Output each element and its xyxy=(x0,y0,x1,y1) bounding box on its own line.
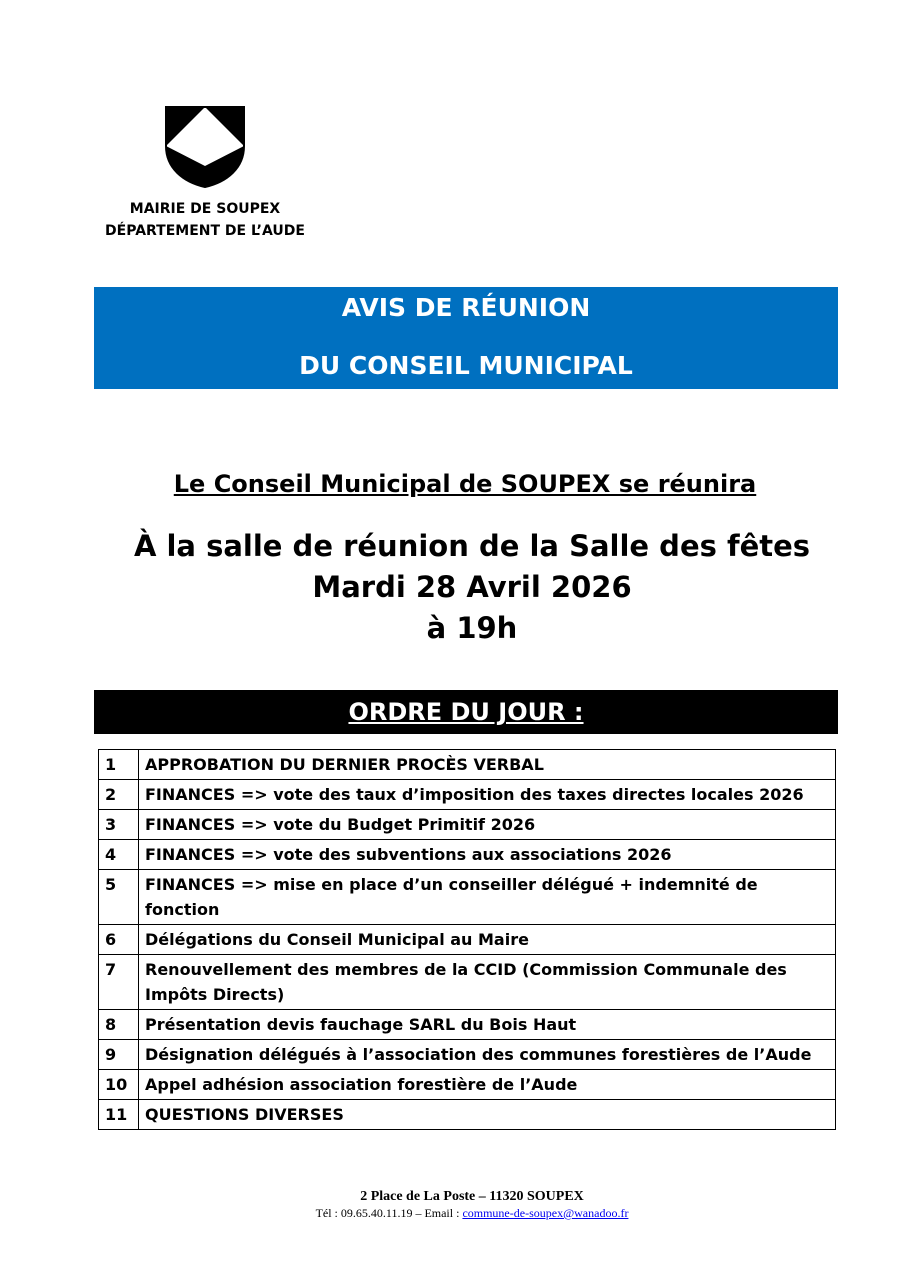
agenda-item-text: FINANCES => vote des taux d’imposition des taxes directes locales 2026 xyxy=(139,780,836,810)
agenda-item-text: APPROBATION DU DERNIER PROCÈS VERBAL xyxy=(139,750,836,780)
agenda-item-number: 2 xyxy=(99,780,139,810)
agenda-row xyxy=(99,1010,836,1040)
email-link[interactable]: commune-de-soupex@wanadoo.fr xyxy=(462,1206,629,1220)
agenda-row xyxy=(99,870,836,925)
agenda-row xyxy=(99,955,836,1010)
agenda-row xyxy=(99,925,836,955)
agenda-item-text: FINANCES => vote des subventions aux associations 2026 xyxy=(139,840,836,870)
agenda-item-number: 6 xyxy=(99,925,139,955)
agenda-row xyxy=(99,750,836,780)
agenda-item-number: 1 xyxy=(99,750,139,780)
notice-banner xyxy=(94,287,838,389)
agenda-item-number: 8 xyxy=(99,1010,139,1040)
agenda-heading: ORDRE DU JOUR : xyxy=(348,698,584,726)
agenda-item-text: FINANCES => mise en place d’un conseiller délégué + indemnité de fonction xyxy=(139,870,836,925)
agenda-item-number: 5 xyxy=(99,870,139,925)
agenda-item-number: 7 xyxy=(99,955,139,1010)
agenda-item-number: 4 xyxy=(99,840,139,870)
agenda-item-text: Appel adhésion association forestière de l’Aude xyxy=(139,1070,836,1100)
mairie-name: MAIRIE DE SOUPEX xyxy=(129,201,281,217)
agenda-item-number: 9 xyxy=(99,1040,139,1070)
meeting-intro: Le Conseil Municipal de SOUPEX se réunira xyxy=(173,470,757,498)
agenda-item-text: Renouvellement des membres de la CCID (Commission Communale des Impôts Directs) xyxy=(139,955,836,1010)
agenda-item-text: FINANCES => vote du Budget Primitif 2026 xyxy=(139,810,836,840)
agenda-row xyxy=(99,810,836,840)
footer-phone: Tél : 09.65.40.11.19 – Email : xyxy=(315,1206,463,1220)
agenda-item-text: Présentation devis fauchage SARL du Bois Haut xyxy=(139,1010,836,1040)
agenda-heading-bar xyxy=(94,690,838,734)
meeting-date: Mardi 28 Avril 2026 xyxy=(312,570,632,604)
footer-contact xyxy=(0,1206,900,1221)
meeting-time: à 19h xyxy=(426,611,518,645)
agenda-row xyxy=(99,1070,836,1100)
footer-address: 2 Place de La Poste – 11320 SOUPEX xyxy=(360,1189,584,1204)
agenda-item-text: QUESTIONS DIVERSES xyxy=(139,1100,836,1130)
agenda-item-number: 11 xyxy=(99,1100,139,1130)
agenda-row xyxy=(99,840,836,870)
banner-title: AVIS DE RÉUNION xyxy=(341,293,591,322)
agenda-item-text: Délégations du Conseil Municipal au Maire xyxy=(139,925,836,955)
meeting-location: À la salle de réunion de la Salle des fêtes xyxy=(133,529,811,563)
agenda-item-number: 10 xyxy=(99,1070,139,1100)
agenda-item-text: Désignation délégués à l’association des communes forestières de l’Aude xyxy=(139,1040,836,1070)
agenda-row xyxy=(99,1100,836,1130)
agenda-item-number: 3 xyxy=(99,810,139,840)
department-name: DÉPARTEMENT DE L’AUDE xyxy=(105,223,305,239)
agenda-row xyxy=(99,780,836,810)
mairie-block xyxy=(95,198,315,242)
agenda-row xyxy=(99,1040,836,1070)
agenda-table xyxy=(98,749,836,1130)
meeting-details xyxy=(0,526,900,649)
banner-subtitle: DU CONSEIL MUNICIPAL xyxy=(299,351,633,380)
coat-of-arms-icon xyxy=(165,106,245,188)
